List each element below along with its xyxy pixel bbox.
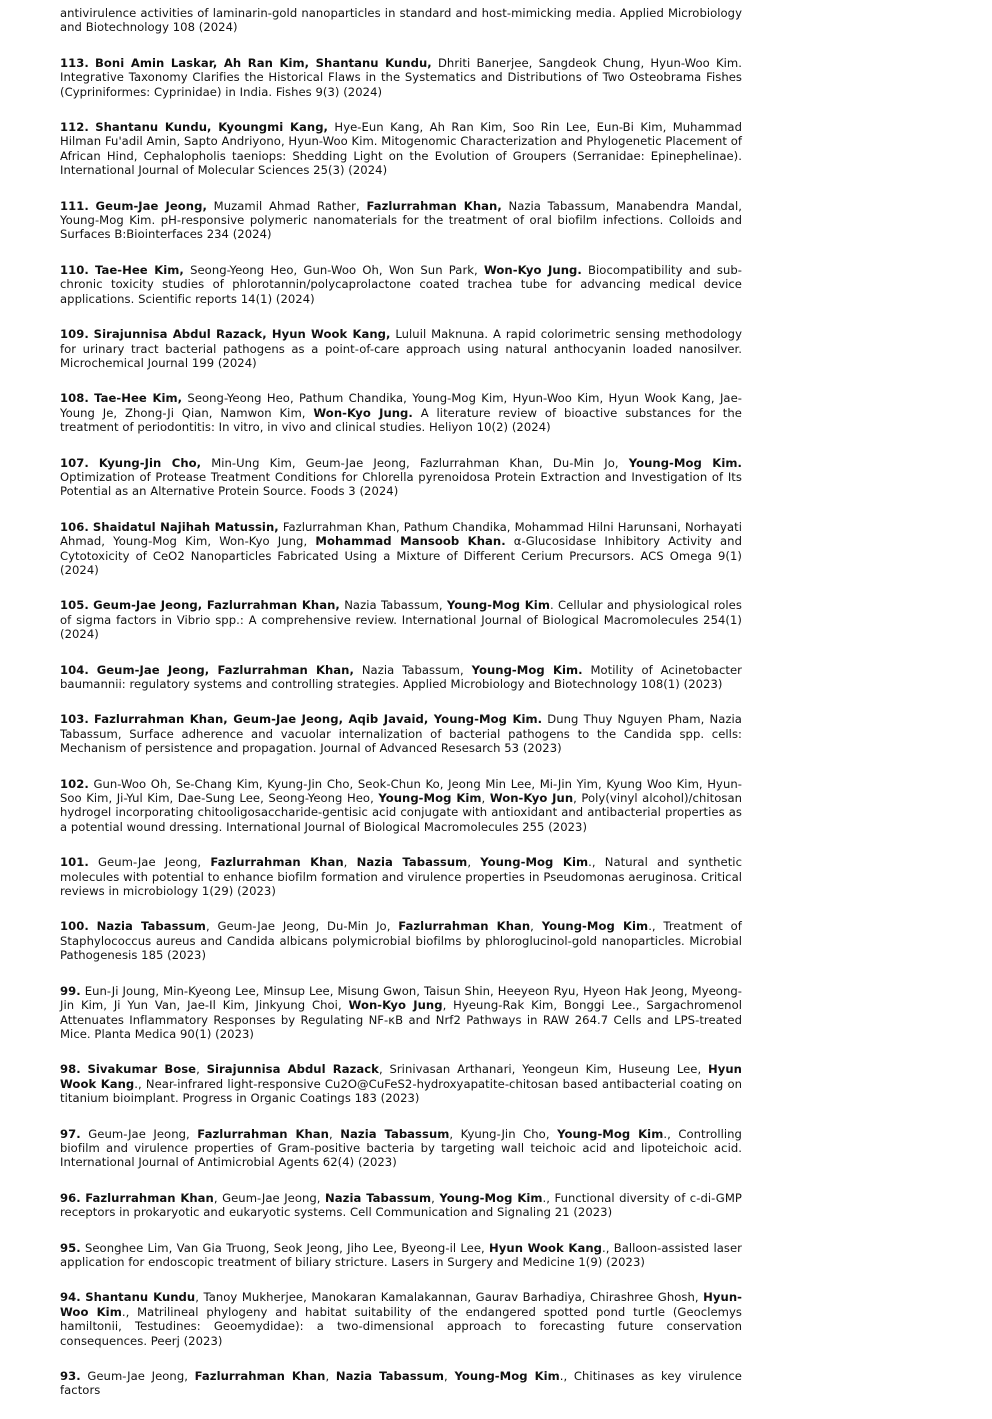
citation-text: Dung Thuy Nguyen Pham, Nazia Tabassum, Surface adherence and vacuolar internalization of bacterial pathogens to the Candida spp. cells: Mechanism of persistence and propagation. Journal of Advanced Resesarch 53 (2023) [60, 712, 742, 756]
publication-entry [60, 855, 742, 898]
publication-entry [60, 263, 742, 306]
entry-number: 98. [60, 1062, 81, 1077]
entry-number: 109. [60, 327, 89, 342]
citation-text: Gun-Woo Oh, Se-Chang Kim, Kyung-Jin Cho, Seok-Chun Ko, Jeong Min Lee, Mi-Jin Yim, Kyung Woo Kim, Hyun-Soo Kim, Ji-Yul Kim, Dae-Sung Lee, Seong-Yeong Heo, [60, 776, 742, 806]
entry-number: 103. [60, 712, 89, 727]
highlighted-author: Won-Kyo Jung. [483, 262, 582, 277]
entry-number: 96. [60, 1190, 81, 1205]
highlighted-author: Won-Kyo Jun [489, 791, 574, 806]
publication-entry [60, 1127, 742, 1170]
entry-number: 93. [60, 1369, 81, 1383]
highlighted-author: Boni Amin Laskar, Ah Ran Kim, Shantanu Kundu, [95, 55, 432, 70]
highlighted-author: Kyung-Jin Cho, [98, 455, 202, 470]
highlighted-author: Nazia Tabassum [96, 919, 206, 934]
citation-text: Luluil Maknuna. A rapid colorimetric sensing methodology for urinary tract bacterial pathogens as a point-of-care approach using natural anthocyanin loaded nanosilver. Microchemical Journal 199 (2024) [60, 327, 742, 370]
highlighted-author: Won-Kyo Jung. [313, 405, 413, 420]
publication-entry [60, 919, 742, 962]
citation-text: ., Balloon-assisted laser application for endoscopic treatment of biliary stricture. Lasers in Surgery and Medicine 1(9) (2023) [60, 1240, 742, 1269]
entry-number: 97. [60, 1126, 81, 1141]
citation-text: Geum-Jae Jeong, [97, 855, 202, 870]
highlighted-author: Shaidatul Najihah Matussin, [92, 519, 279, 534]
entry-number: 111. [60, 198, 89, 213]
highlighted-author: Fazlurrahman Khan [85, 1190, 214, 1205]
highlighted-author: Tae-Hee Kim, [94, 391, 183, 406]
publication-entry [60, 1062, 742, 1105]
highlighted-author: Mohammad Mansoob Khan. [315, 534, 506, 549]
highlighted-author: Young-Mog Kim [378, 791, 482, 806]
entry-number: 94. [60, 1290, 81, 1305]
highlighted-author: Young-Mog Kim. [628, 455, 742, 470]
publication-list [60, 6, 742, 1419]
highlighted-author: Sirajunnisa Abdul Razack [206, 1062, 379, 1077]
highlighted-author: Fazlurrahman Khan [210, 855, 344, 870]
citation-text: A literature review of bioactive substances for the treatment of periodontitis: In vitro, in vivo and clinical studies. Heliyon 10(2) (2024) [60, 405, 742, 435]
highlighted-author: Young-Mog Kim [454, 1369, 560, 1383]
citation-text: antivirulence activities of laminarin-gold nanoparticles in standard and host-mimicking media. Applied Microbiology and Biotechnology 108 (2024) [60, 6, 742, 35]
highlighted-author: Fazlurrahman Khan [398, 919, 531, 934]
citation-text: ., Controlling biofilm and virulence properties of Gram-positive bacteria by targeting wall teichoic acid and lipoteichoic acid. International Journal of Antimicrobial Agents 62(4) (2023) [60, 1126, 742, 1170]
highlighted-author: Fazlurrahman Khan, Geum-Jae Jeong, Aqib Javaid, Young-Mog Kim. [93, 712, 543, 727]
citation-text: , [431, 1190, 435, 1205]
highlighted-author: Hyun Wook Kang [60, 1062, 742, 1091]
entry-number: 100. [60, 919, 89, 934]
citation-text: , Tanoy Mukherjee, Manokaran Kamalakannan, Gaurav Barhadiya, Chirashree Ghosh, [195, 1290, 699, 1305]
entry-number: 110. [60, 262, 89, 277]
publication-entry [60, 984, 742, 1042]
highlighted-author: Sirajunnisa Abdul Razack, Hyun Wook Kang, [93, 327, 391, 342]
citation-text: , [343, 855, 348, 870]
citation-text: , Srinivasan Arthanari, Yeongeun Kim, Huseung Lee, [378, 1062, 702, 1077]
citation-text: ., Chitinases as key virulence factors [60, 1369, 742, 1398]
highlighted-author: Tae-Hee Kim, [95, 262, 184, 277]
citation-text: ., Matrilineal phylogeny and habitat suitability of the endangered spotted pond turtle (Geoclemys hamiltonii, Testudines: Geoemydidae): a two-dimensional approach to forecasting future conservation consequences. Peerj (2023) [60, 1304, 743, 1348]
citation-text: Min-Ung Kim, Geum-Jae Jeong, Fazlurrahman Khan, Du-Min Jo, [211, 455, 619, 470]
publication-entry [60, 663, 742, 692]
entry-number: 99. [60, 983, 81, 998]
publication-entry [60, 199, 742, 242]
highlighted-author: Nazia Tabassum [356, 855, 468, 870]
highlighted-author: Nazia Tabassum [325, 1190, 432, 1205]
highlighted-author: Young-Mog Kim [480, 855, 589, 870]
citation-text: Muzamil Ahmad Rather, [213, 198, 360, 213]
publication-entry [60, 1369, 742, 1398]
citation-text: Geum-Jae Jeong, [87, 1369, 188, 1383]
citation-text: , Hyeung-Rak Kim, Bonggi Lee., Sargachromenol Attenuates Inflammatory Responses by Regulating NF-κB and Nrf2 Pathways in RAW 264.7 Cells and LPS-treated Mice. Planta Medica 90(1) (2023) [60, 998, 742, 1041]
citation-text: α-Glucosidase Inhibitory Activity and Cytotoxicity of CeO2 Nanoparticles Fabricated Using a Mixture of Different Cerium Precursors. ACS Omega 9(1) (2024) [60, 534, 742, 577]
publication-entry [60, 120, 742, 178]
citation-text: Hye-Eun Kang, Ah Ran Kim, Soo Rin Lee, Eun-Bi Kim, Muhammad Hilman Fu'adil Amin, Sapto Andriyono, Hyun-Woo Kim. Mitogenomic Characterization and Phylogenetic Placement of African Hind, Cephalopholis taeniops: Shedding Light on the Evolution of Groupers (Serranidae: Epinephelinae). International Journal of Molecular Sciences 25(3) (2024) [60, 120, 742, 178]
citation-text: ., Treatment of Staphylococcus aureus and Candida albicans polymicrobial biofilms by phloroglucinol-gold nanoparticles. Microbial Pathogenesis 185 (2023) [60, 919, 742, 963]
publication-entry [60, 1191, 742, 1220]
highlighted-author: Nazia Tabassum [335, 1369, 445, 1383]
highlighted-author: Geum-Jae Jeong, Fazlurrahman Khan, [96, 662, 354, 677]
citation-text: Nazia Tabassum, [344, 598, 443, 613]
highlighted-author: Young-Mog Kim [557, 1126, 664, 1141]
highlighted-author: Fazlurrahman Khan, [366, 198, 502, 213]
entry-number: 105. [60, 598, 89, 613]
citation-text: , Poly(vinyl alcohol)/chitosan hydrogel incorporating chitooligosaccharide-gentisic acid conjugate with antioxidant and antibacterial properties as a potential wound dressing. International Journal of Biological Macromolecules 255 (2023) [60, 791, 742, 834]
highlighted-author: Young-Mog Kim [439, 1190, 543, 1205]
publication-entry [60, 777, 742, 835]
publication-entry [60, 327, 742, 370]
citation-text: Seonghee Lim, Van Gia Truong, Seok Jeong, Jiho Lee, Byeong-il Lee, [84, 1240, 485, 1255]
citation-text: , [325, 1369, 330, 1383]
entry-number: 104. [60, 662, 89, 677]
highlighted-author: Sivakumar Bose [87, 1062, 197, 1077]
entry-number: 101. [60, 855, 89, 870]
publication-entry [60, 456, 742, 499]
citation-text: . Cellular and physiological roles of sigma factors in Vibrio spp.: A comprehensive review. International Journal of Biological Macromolecules 254(1) (2024) [60, 598, 742, 642]
citation-text: , Geum-Jae Jeong, Du-Min Jo, [205, 919, 391, 934]
publication-entry [60, 520, 742, 578]
citation-text: Seong-Yeong Heo, Pathum Chandika, Young-Mog Kim, Hyun-Woo Kim, Hyun Wook Kang, Jae-Young Je, Zhong-Ji Qian, Namwon Kim, [60, 391, 742, 420]
highlighted-author: Fazlurrahman Khan [194, 1369, 326, 1383]
entry-number: 106. [60, 519, 89, 534]
publication-entry [60, 56, 742, 99]
citation-text: Motility of Acinetobacter baumannii: regulatory systems and controlling strategies. Applied Microbiology and Biotechnology 108(1) (2023) [60, 662, 742, 691]
publication-entry [60, 6, 742, 35]
highlighted-author: Nazia Tabassum [340, 1126, 450, 1141]
entry-number: 102. [60, 776, 89, 791]
citation-text: , [481, 791, 486, 806]
highlighted-author: Geum-Jae Jeong, [95, 198, 207, 213]
highlighted-author: Hyun-Woo Kim [60, 1290, 742, 1319]
citation-text: , [467, 855, 472, 870]
entry-number: 113. [60, 55, 89, 70]
entry-number: 95. [60, 1240, 81, 1255]
citation-text: , [530, 919, 534, 934]
entry-number: 107. [60, 455, 89, 470]
citation-text: Seong-Yeong Heo, Gun-Woo Oh, Won Sun Park, [190, 262, 478, 277]
highlighted-author: Won-Kyo Jung [348, 998, 443, 1013]
citation-text: ., Functional diversity of c-di-GMP receptors in prokaryotic and eukaryotic systems. Cell Communication and Signaling 21 (2023) [60, 1190, 742, 1220]
citation-text: Dhriti Banerjee, Sangdeok Chung, Hyun-Woo Kim. Integrative Taxonomy Clarifies the Historical Flaws in the Systematics and Distributions of Two Osteobrama Fishes (Cypriniformes: Cyprinidae) in India. Fishes 9(3) (2024) [60, 55, 742, 99]
highlighted-author: Fazlurrahman Khan [197, 1126, 329, 1141]
citation-text: Eun-Ji Joung, Min-Kyeong Lee, Minsup Lee, Misung Gwon, Taisun Shin, Heeyeon Ryu, Hyeon Hak Jeong, Myeong-Jin Kim, Ji Yun Van, Jae-Il Kim, Jinkyung Choi, [60, 983, 742, 1013]
citation-text: Optimization of Protease Treatment Conditions for Chlorella pyrenoidosa Protein Extraction and Investigation of Its Potential as an Alternative Protein Source. Foods 3 (2024) [60, 469, 742, 499]
citation-text: Nazia Tabassum, [361, 662, 464, 677]
highlighted-author: Young-Mog Kim. [471, 662, 583, 677]
highlighted-author: Geum-Jae Jeong, Fazlurrahman Khan, [93, 598, 340, 613]
publication-entry [60, 1241, 742, 1270]
citation-text: ., Natural and synthetic molecules with potential to enhance biofilm formation and virulence properties in Pseudomonas aeruginosa. Critical reviews in microbiology 1(29) (2023) [60, 855, 742, 899]
citation-text: Geum-Jae Jeong, [88, 1126, 190, 1141]
citation-text: Nazia Tabassum, Manabendra Mandal, Young-Mog Kim. pH-responsive polymeric nanomaterials for the treatment of oral biofilm infections. Colloids and Surfaces B:Biointerfaces 234 (2024) [60, 198, 742, 242]
entry-number: 108. [60, 391, 89, 406]
citation-text: , Geum-Jae Jeong, [213, 1190, 321, 1205]
citation-text: , [444, 1369, 448, 1383]
citation-text: Fazlurrahman Khan, Pathum Chandika, Mohammad Hilni Harunsani, Norhayati Ahmad, Young-Mog Kim, Won-Kyo Jung, [60, 519, 742, 549]
publication-entry [60, 1290, 742, 1348]
highlighted-author: Young-Mog Kim [541, 919, 649, 934]
citation-text: ., Near-infrared light-responsive Cu2O@CuFeS2-hydroxyapatite-chitosan based antibacterial coating on titanium bioimplant. Progress in Organic Coatings 183 (2023) [60, 1076, 742, 1106]
publication-entry [60, 712, 742, 755]
citation-text: , Kyung-Jin Cho, [449, 1126, 550, 1141]
highlighted-author: Shantanu Kundu [85, 1290, 196, 1305]
citation-text: , [329, 1126, 333, 1141]
highlighted-author: Young-Mog Kim [446, 598, 550, 613]
publication-entry [60, 391, 742, 434]
highlighted-author: Shantanu Kundu, Kyoungmi Kang, [95, 120, 329, 135]
citation-text: Biocompatibility and sub-chronic toxicity studies of phlorotannin/polycaprolactone coated trachea tube for advancing medical device applications. Scientific reports 14(1) (2024) [60, 262, 742, 306]
citation-text: , [196, 1062, 200, 1077]
entry-number: 112. [60, 120, 89, 135]
highlighted-author: Hyun Wook Kang [489, 1240, 602, 1255]
publication-entry [60, 598, 742, 641]
